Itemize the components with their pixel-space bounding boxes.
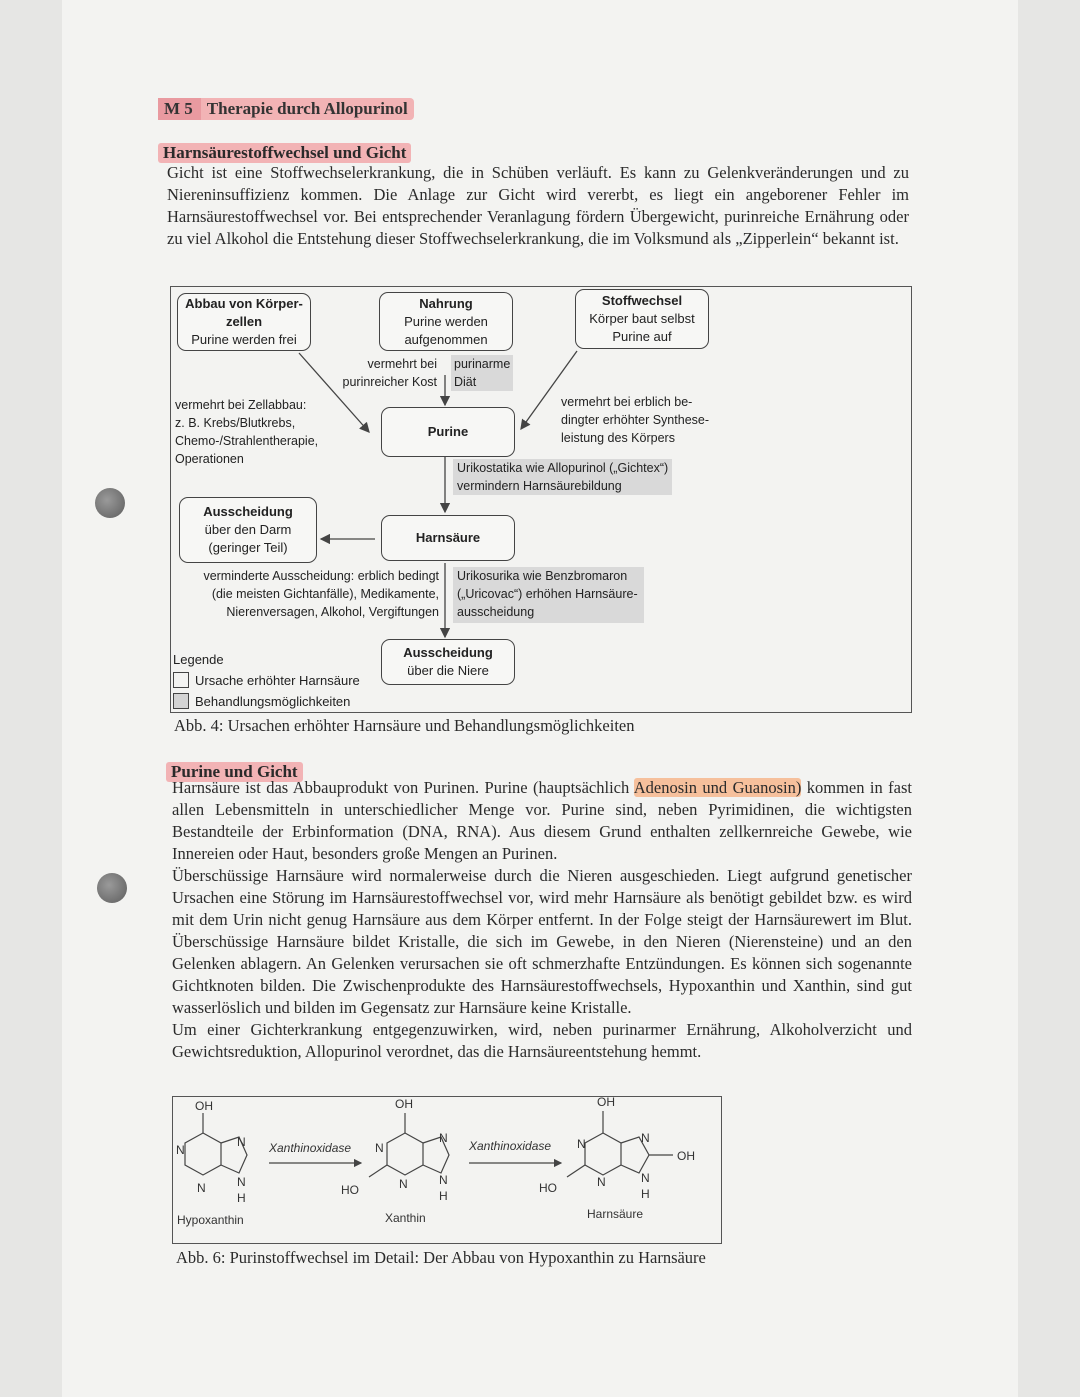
harnsaeure-n3: N: [597, 1175, 606, 1189]
hypoxanthin-n9: N: [237, 1175, 246, 1189]
label-zellabbau-line4: Operationen: [175, 452, 244, 466]
subheading-purine-gicht: Purine und Gicht: [166, 762, 303, 782]
xanthin-n1: N: [375, 1141, 384, 1155]
box-ausscheidung-darm: [179, 497, 317, 563]
box-darm-line2: über den Darm: [204, 522, 292, 537]
legend-item2-label: Behandlungsmöglichkeiten: [195, 694, 351, 709]
legend-item-behandlung: [173, 691, 360, 712]
harnsaeure-oh-right: OH: [677, 1149, 695, 1163]
box-harnsaeure-label: Harnsäure: [415, 530, 481, 545]
harnsaeure-ho: HO: [539, 1181, 557, 1195]
section-number: M 5: [158, 98, 201, 120]
label-zellabbau-line3: Chemo-/Strahlentherapie,: [175, 434, 319, 448]
label-hypoxanthin: Hypoxanthin: [177, 1213, 244, 1227]
purine-paragraph-1: [172, 777, 912, 865]
box-stoffwechsel-line2: Körper baut selbst: [589, 311, 695, 326]
box-darm-title: Ausscheidung: [203, 504, 293, 519]
chemical-structures: [173, 1097, 721, 1243]
label-xanthin: Xanthin: [385, 1211, 426, 1225]
figure-harnsaeure-diagram: [170, 286, 912, 713]
harnsaeure-n7: N: [641, 1131, 650, 1145]
label-synthese: [561, 393, 709, 447]
box-stoffwechsel-line3: Purine auf: [612, 329, 672, 344]
section-title: Therapie durch Allopurinol: [201, 98, 414, 120]
legend: [173, 649, 360, 712]
box-nahrung-line2: Purine werden: [404, 313, 488, 329]
xanthin-oh: OH: [395, 1097, 413, 1111]
xanthin-n7: N: [439, 1131, 448, 1145]
hypoxanthin-n7: N: [237, 1135, 246, 1149]
label-urikosurika-line3: ausscheidung: [457, 605, 535, 619]
xanthin-n9: N: [439, 1173, 448, 1187]
harnsaeure-n9: N: [641, 1171, 650, 1185]
subheading-harnsaeure: Harnsäurestoffwechsel und Gicht: [158, 143, 411, 163]
label-harnsaeure: Harnsäure: [587, 1207, 644, 1221]
enzyme-label-2: Xanthinoxidase: [469, 1139, 552, 1153]
legend-item-ursache: [173, 670, 360, 691]
label-verminderte-ausscheidung: [191, 567, 439, 621]
xanthin-h: H: [439, 1189, 448, 1203]
harnsaeure-h: H: [641, 1187, 650, 1201]
harnsaeure-oh-top: OH: [597, 1095, 615, 1109]
label-urikosurika: [453, 567, 644, 623]
label-urikostatika: [453, 459, 672, 495]
label-diaet-line1: purinarme: [454, 357, 511, 371]
box-ausscheidung-niere: [381, 639, 515, 685]
hypoxanthin-n3: N: [197, 1181, 206, 1195]
box-purine: [381, 407, 515, 457]
figure6-caption: Abb. 6: Purinstoffwechsel im Detail: Der Abbau von Hypoxanthin zu Harnsäure: [176, 1248, 706, 1267]
hypoxanthin-h: H: [237, 1191, 246, 1205]
xanthin-ho: HO: [341, 1183, 359, 1197]
box-niere-line2: über die Niere: [407, 663, 489, 678]
harnsaeure-n1: N: [577, 1137, 586, 1151]
label-kost-line2: purinreicher Kost: [342, 375, 437, 389]
legend-item1-label: Ursache erhöhter Harnsäure: [195, 673, 360, 688]
label-urikostatika-line1: Urikostatika wie Allopurinol („Gichtex“): [457, 461, 669, 475]
box-nahrung-line3: aufgenommen: [404, 331, 488, 347]
purine-paragraph-2: Überschüssige Harnsäure wird normalerweise durch die Nieren ausgeschieden. Liegt aufgrund genetischer Ursachen eine Störung im Harnsäurestoffwechsel vor, wird mehr Harnsäure als benötigt gebildet bzw. es wird mit dem Urin nicht genug Harnsäure aus dem Körper entfernt. In der Folge steigt der Harnsäurewert im Blut. Überschüssige Harnsäure bildet Kristalle, die sich im Gewebe, in den Nieren (Nierensteine) und an den Gelenken ablagern. An Gelenken verursachen sie oft schmerzhafte Entzündungen. Es können sich sogenannte Gichtknoten bilden. Die Zwischenprodukte des Harnsäurestoffwechsels, Hypoxanthin und Xanthin, sind gut wasserlöslich und bilden im Gegensatz zur Harnsäure keine Kristalle.: [172, 866, 912, 1017]
paragraph-purine: [172, 777, 912, 1063]
box-nahrung-title: Nahrung: [419, 295, 473, 311]
hypoxanthin-oh: OH: [195, 1099, 213, 1113]
box-darm-line3: (geringer Teil): [208, 540, 288, 555]
label-purinarme-diaet: [451, 355, 513, 391]
intro-text: Gicht ist eine Stoffwechselerkrankung, die in Schüben verläuft. Es kann zu Gelenkveränderungen und zu Niereninsuffizienz kommen. Die Anlage zur Gicht wird vererbt, es liegt ein angeborener Fehler im Harnsäurestoffwechsel vor. Bei entsprechender Veranlagung fördern Übergewicht, purinreiche Ernährung oder zu viel Alkohol die Entstehung dieser Stoffwechselerkrankung, die im Volksmund als „Zipperlein“ bekannt ist.: [167, 163, 909, 248]
p1-after: kommen in fast allen Lebensmitteln in unterschiedlicher Menge vor. Purine sind, neben Pyrimidinen, die wichtigsten Bestandteile der Erbinformation (DNA, RNA). Aus diesem Grund enthalten zellkernreiche Gewebe, wie Innereien oder Haut, besonders große Mengen an Purinen.: [172, 778, 912, 863]
box-stoffwechsel-title: Stoffwechsel: [601, 293, 683, 308]
box-harnsaeure: [381, 515, 515, 561]
label-purinreiche-kost: [331, 355, 437, 391]
paragraph-intro: [167, 162, 909, 250]
figure-purinstoffwechsel: [172, 1096, 722, 1244]
box-stoffwechsel: [575, 289, 709, 349]
label-kost-line1: vermehrt bei: [367, 357, 437, 371]
box-abbau-koerperzellen: [177, 293, 311, 351]
box-abbau-line2: zellen: [225, 314, 263, 329]
legend-swatch-gray: [173, 693, 189, 709]
label-synthese-line3: leistung des Körpers: [561, 431, 675, 445]
purine-paragraph-3: Um einer Gichterkrankung entgegenzuwirken, wird, neben purinarmer Ernährung, Alkoholverzicht und Gewichtsreduktion, Allopurinol verordnet, das die Harnsäureentstehung hemmt.: [172, 1020, 912, 1061]
label-zellabbau: [175, 396, 318, 468]
xanthin-n3: N: [399, 1177, 408, 1191]
label-ausscheidung-line2: (die meisten Gichtanfälle), Medikamente,: [211, 587, 439, 601]
box-niere-title: Ausscheidung: [403, 645, 493, 660]
p1-before: Harnsäure ist das Abbauprodukt von Purinen. Purine (hauptsächlich: [172, 778, 634, 797]
label-ausscheidung-line3: Nierenversagen, Alkohol, Vergiftungen: [226, 605, 439, 619]
box-abbau-title: Abbau von Körper-: [185, 296, 303, 311]
label-ausscheidung-line1: verminderte Ausscheidung: erblich bedingt: [203, 569, 439, 583]
enzyme-label-1: Xanthinoxidase: [269, 1141, 352, 1155]
box-purine-label: Purine: [427, 424, 469, 439]
label-diaet-line2: Diät: [454, 375, 477, 389]
section-heading: [158, 98, 414, 120]
punch-hole: [95, 488, 125, 518]
legend-swatch-white: [173, 672, 189, 688]
label-zellabbau-line1: vermehrt bei Zellabbau:: [175, 398, 307, 412]
legend-title: Legende: [173, 652, 224, 667]
hypoxanthin-n1: N: [176, 1143, 185, 1157]
label-urikosurika-line1: Urikosurika wie Benzbromaron: [457, 569, 628, 583]
punch-hole: [97, 873, 127, 903]
p1-highlight: Adenosin und Guanosin): [633, 778, 802, 797]
label-synthese-line1: vermehrt bei erblich be-: [561, 395, 693, 409]
figure4-caption: Abb. 4: Ursachen erhöhter Harnsäure und Behandlungsmöglichkeiten: [174, 716, 635, 735]
label-urikostatika-line2: vermindern Harnsäurebildung: [457, 479, 622, 493]
label-synthese-line2: dingter erhöhter Synthese-: [561, 413, 710, 427]
box-abbau-line3: Purine werden frei: [191, 332, 297, 347]
label-urikosurika-line2: („Uricovac“) erhöhen Harnsäure-: [457, 587, 638, 601]
label-zellabbau-line2: z. B. Krebs/Blutkrebs,: [175, 416, 296, 430]
box-nahrung: [379, 292, 513, 351]
